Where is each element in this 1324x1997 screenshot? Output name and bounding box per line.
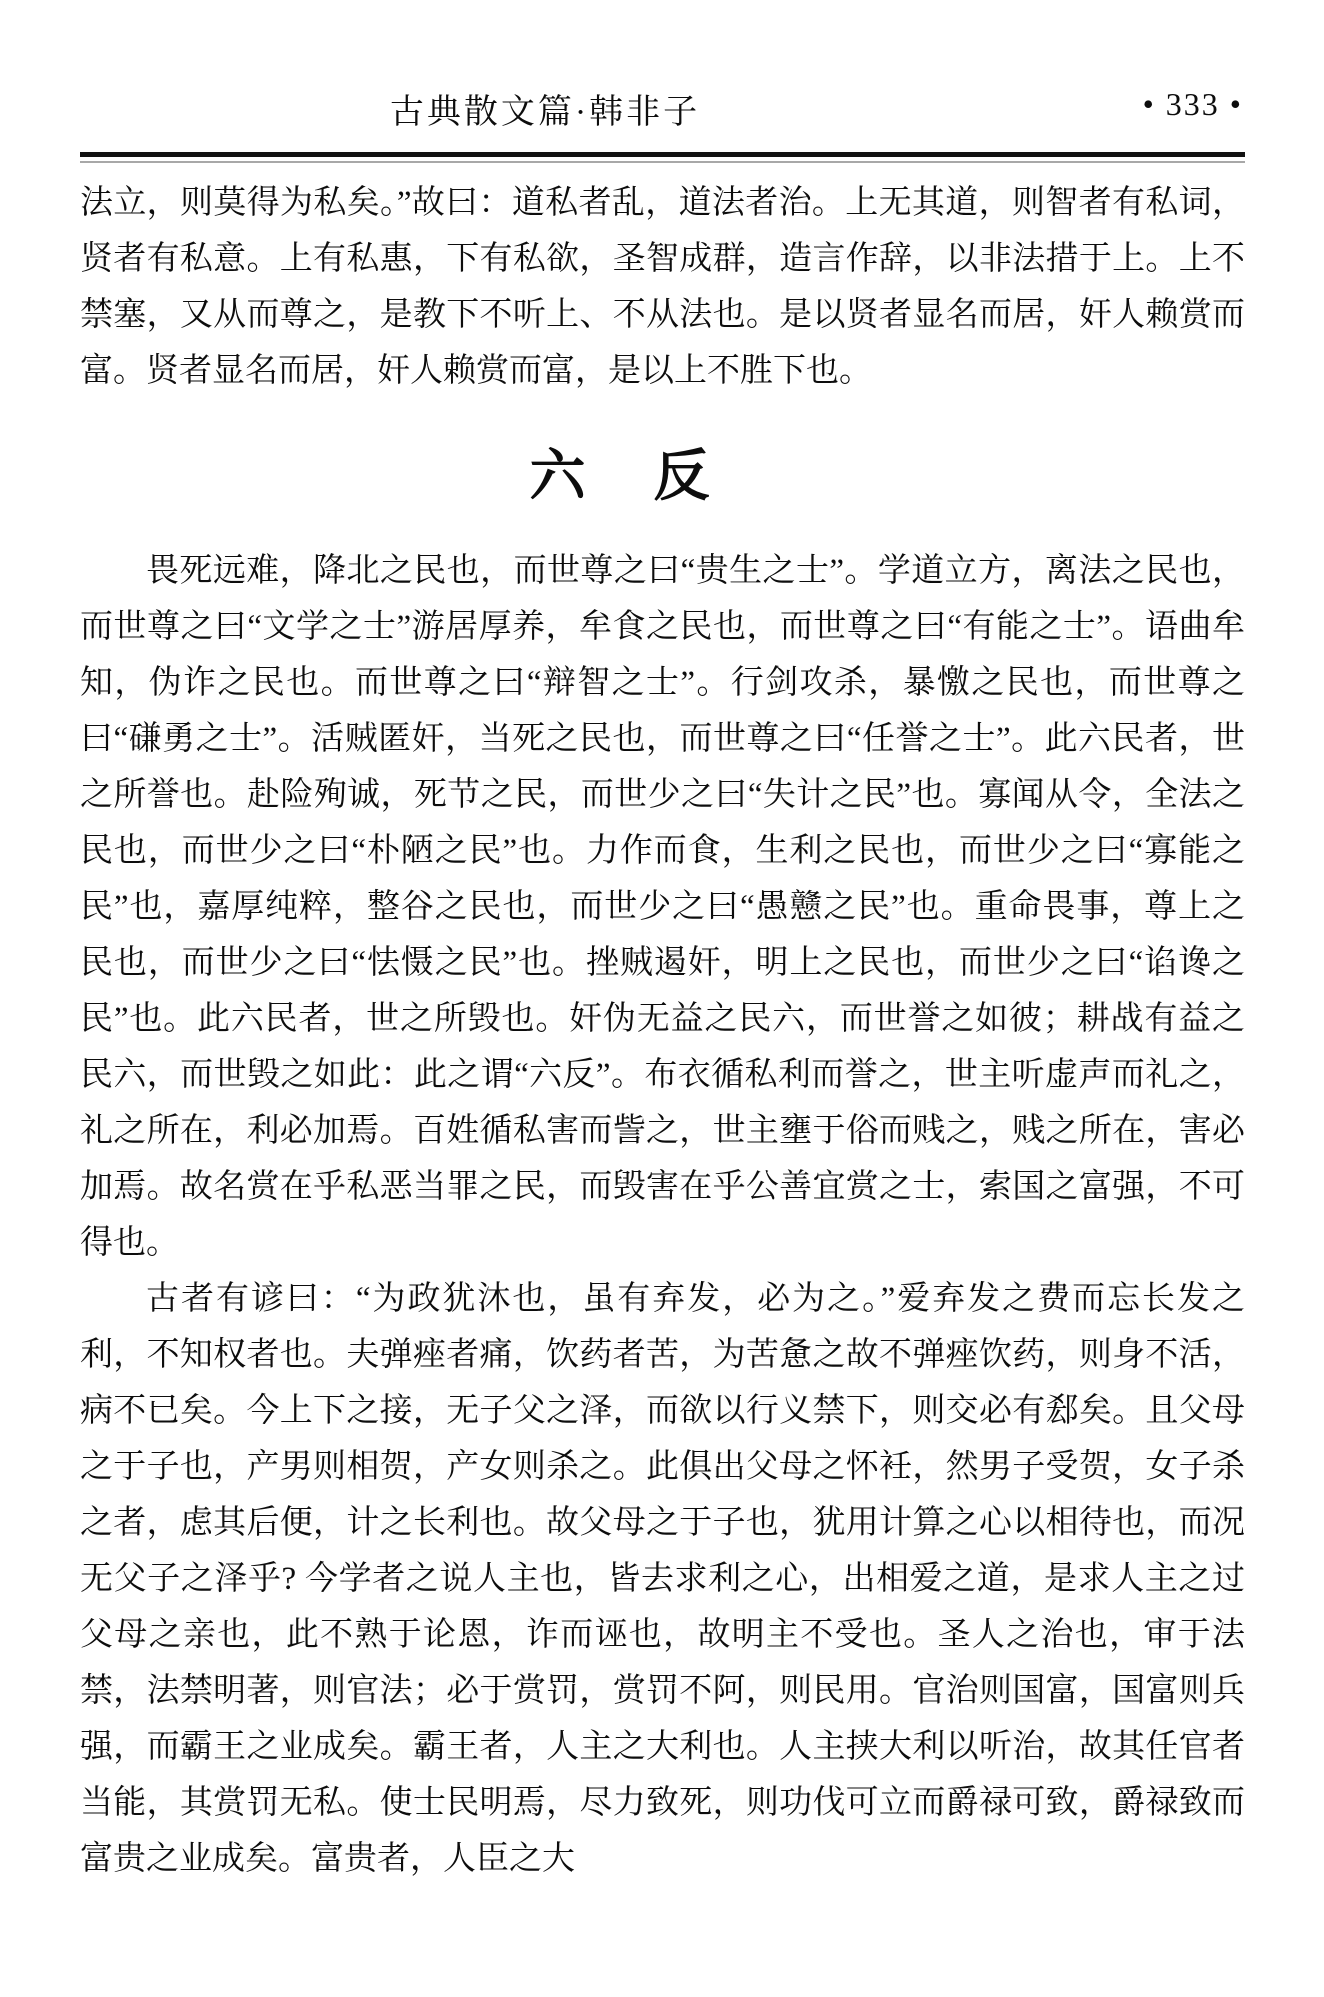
header-row [80, 84, 1245, 136]
section-title: 六 反 [529, 444, 716, 507]
paragraph-continuation: 法立，则莫得为私矣。”故曰：道私者乱，道法者治。上无其道，则智者有私词，贤者有私意。上有私惠，下有私欲，圣智成群，造言作辞，以非法措于上。上不禁塞，又从而尊之，是教下不听上、不从法也。是以贤者显名而居，奸人赖赏而富。贤者显名而居，奸人赖赏而富，是以上不胜下也。 [80, 185, 1245, 389]
paragraph-proverb: 古者有谚曰：“为政犹沐也，虽有弃发，必为之。”爱弃发之费而忘长发之利，不知权者也。夫弹痤者痛，饮药者苦，为苦惫之故不弹痤饮药，则身不活，病不已矣。今上下之接，无子父之泽，而欲以行义禁下，则交必有郄矣。且父母之于子也，产男则相贺，产女则杀之。此俱出父母之怀衽，然男子受贺，女子杀之者，虑其后便，计之长利也。故父母之于子也，犹用计算之心以相待也，而况无父子之泽乎? 今学者之说人主也，皆去求利之心，出相爱之道，是求人主之过父母之亲也，此不熟于论恩，诈而诬也，故明主不受也。圣人之治也，审于法禁，法禁明著，则官法；必于赏罚，赏罚不阿，则民用。官治则国富，国富则兵强，而霸王之业成矣。霸王者，人主之大利也。人主挟大利以听治，故其任官者当能，其赏罚无私。使士民明焉，尽力致死，则功伐可立而爵禄可致，爵禄致而富贵之业成矣。富贵者，人臣之大 [80, 1281, 1245, 1877]
paragraph-six-min: 畏死远难，降北之民也，而世尊之曰“贵生之士”。学道立方，离法之民也，而世尊之曰“文学之士”游居厚养，牟食之民也，而世尊之曰“有能之士”。语曲牟知，伪诈之民也。而世尊之曰“辩智之士”。行剑攻杀，暴憿之民也，而世尊之曰“磏勇之士”。活贼匿奸，当死之民也，而世尊之曰“任誉之士”。此六民者，世之所誉也。赴险殉诚，死节之民，而世少之曰“失计之民”也。寡闻从令，全法之民也，而世少之曰“朴陋之民”也。力作而食，生利之民也，而世少之曰“寡能之民”也，嘉厚纯粹，整谷之民也，而世少之曰“愚戆之民”也。重命畏事，尊上之民也，而世少之曰“怯慑之民”也。挫贼遏奸，明上之民也，而世少之曰“谄谗之民”也。此六民者，世之所毁也。奸伪无益之民六，而世誉之如彼；耕战有益之民六，而世毁之如此：此之谓“六反”。布衣循私利而誉之，世主听虚声而礼之，礼之所在，利必加焉。百姓循私害而訾之，世主壅于俗而贱之，贱之所在，害必加焉。故名赏在乎私恶当罪之民，而毁害在乎公善宜赏之士，索国之富强，不可得也。 [80, 553, 1245, 1261]
page-header [80, 84, 1245, 163]
page-number: • 333 • [1142, 86, 1243, 122]
header-rule [80, 152, 1245, 163]
page-body [80, 175, 1245, 1887]
chapter-title: 古典散文篇·韩非子 [389, 94, 701, 131]
